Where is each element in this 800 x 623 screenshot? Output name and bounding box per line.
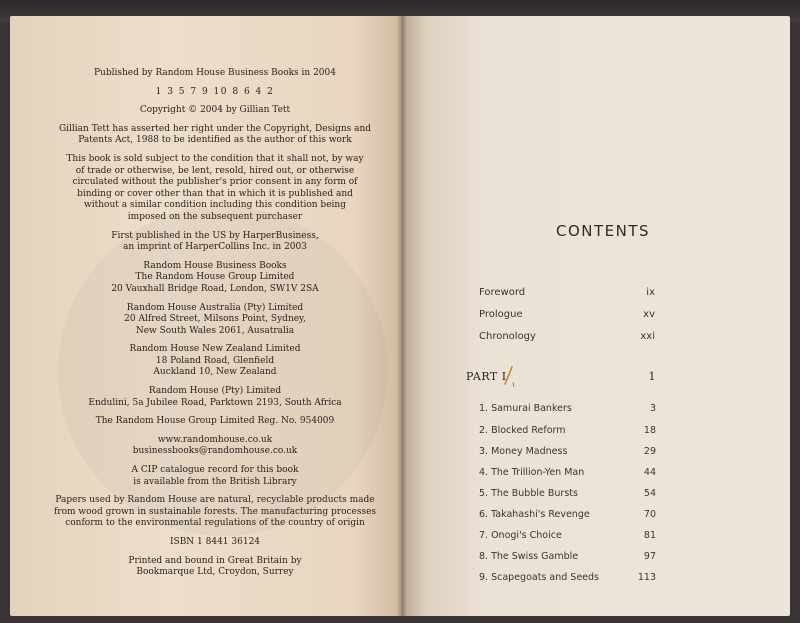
condition-line: This book is sold subject to the condition that it shall not, by way xyxy=(66,153,364,164)
chapter-title: 5. The Bubble Bursts xyxy=(479,488,578,499)
copyright-line: Copyright © 2004 by Gillian Tett xyxy=(139,105,291,116)
toc-entry-foreword xyxy=(479,287,655,298)
chapter-title: 1. Samurai Bankers xyxy=(479,403,572,414)
chapter-page: 3 xyxy=(649,403,656,414)
chapter-page: 44 xyxy=(643,467,656,478)
first-published-line: an imprint of HarperCollins Inc. in 2003 xyxy=(123,242,307,253)
toc-chapter xyxy=(479,403,656,414)
toc-entry-chronology xyxy=(479,331,655,342)
chapter-page: 81 xyxy=(643,530,656,541)
rights-statement xyxy=(50,124,380,147)
paper-line: Papers used by Random House are natural, recyclable products made xyxy=(55,495,375,506)
web-contacts xyxy=(50,435,380,458)
registration-number: The Random House Group Limited Reg. No. 954009 xyxy=(95,416,335,427)
sale-condition xyxy=(50,154,380,224)
address-line: 20 Alfred Street, Milsons Point, Sydney, xyxy=(124,314,306,325)
printer-info xyxy=(50,556,380,579)
toc-chapter xyxy=(479,530,656,541)
toc-chapter xyxy=(479,446,656,457)
address-line: Random House New Zealand Limited xyxy=(129,344,301,355)
toc-chapter xyxy=(479,572,656,583)
chapter-title: 8. The Swiss Gamble xyxy=(479,551,579,562)
paper-line: from wood grown in sustainable forests. The manufacturing processes xyxy=(53,506,377,517)
address-line: Random House (Pty) Limited xyxy=(148,386,282,397)
condition-line: binding or cover other than that in which it is published and xyxy=(77,188,353,199)
chapter-title: 3. Money Madness xyxy=(479,446,568,457)
address-new-zealand xyxy=(50,344,380,379)
condition-line: without a similar condition including this condition being xyxy=(84,200,346,211)
toc-chapter xyxy=(479,509,656,520)
part-page: 1 xyxy=(648,370,656,383)
pen-mark xyxy=(503,364,517,388)
toc-chapter xyxy=(479,551,656,562)
toc-entry-page: xv xyxy=(643,309,655,320)
rights-line: Gillian Tett has asserted her right under the Copyright, Designs and xyxy=(58,123,372,134)
printer-line: Bookmarque Ltd, Croydon, Surrey xyxy=(136,567,294,578)
isbn: ISBN 1 8441 36124 xyxy=(169,537,261,547)
rights-line: Patents Act, 1988 to be identified as the author of this work xyxy=(78,135,352,146)
address-line: 20 Vauxhall Bridge Road, London, SW1V 2SA xyxy=(111,283,319,294)
condition-line: circulated without the publisher's prior consent in any form of xyxy=(72,177,358,188)
toc-entry-prologue xyxy=(479,309,655,320)
toc-entry-label: Prologue xyxy=(479,309,523,320)
paper-line: conform to the environmental regulations of the country of origin xyxy=(65,518,365,529)
toc-chapter xyxy=(479,488,656,499)
condition-line: of trade or otherwise, be lent, resold, hired out, or otherwise xyxy=(75,165,355,176)
chapter-title: 2. Blocked Reform xyxy=(479,425,566,436)
toc-entry-label: Foreword xyxy=(479,287,526,298)
address-line: New South Wales 2061, Ausatralia xyxy=(135,325,295,336)
address-line: Auckland 10, New Zealand xyxy=(153,367,277,378)
toc-chapter xyxy=(479,425,656,436)
chapter-title: 6. Takahashi's Revenge xyxy=(479,509,590,520)
part-label: PART I xyxy=(466,370,507,383)
cip-line: is available from the British Library xyxy=(133,476,297,487)
address-line: Random House Business Books xyxy=(143,260,287,271)
toc-entry-label: Chronology xyxy=(479,331,536,342)
toc-part-heading xyxy=(466,370,656,383)
chapter-page: 18 xyxy=(643,425,656,436)
cip-record xyxy=(50,465,380,488)
contents-heading: CONTENTS xyxy=(556,222,651,240)
address-australia xyxy=(50,303,380,338)
paper-statement xyxy=(50,495,380,530)
email-address: businessbooks@randomhouse.co.uk xyxy=(132,446,298,457)
address-line: The Random House Group Limited xyxy=(135,272,295,283)
toc-chapter xyxy=(479,467,656,478)
condition-line: imposed on the subsequent purchaser xyxy=(127,211,303,222)
first-published-line: First published in the US by HarperBusiness, xyxy=(111,230,319,241)
cip-line: A CIP catalogue record for this book xyxy=(131,465,299,476)
publisher-line: Published by Random House Business Books in 2004 xyxy=(94,68,336,78)
chapter-title: 4. The Trillion-Yen Man xyxy=(479,467,585,478)
website: www.randomhouse.co.uk xyxy=(157,434,273,445)
chapter-page: 29 xyxy=(643,446,656,457)
chapter-page: 70 xyxy=(643,509,656,520)
chapter-page: 97 xyxy=(643,551,656,562)
address-line: 18 Poland Road, Glenfield xyxy=(155,355,275,366)
chapter-page: 54 xyxy=(643,488,656,499)
toc-entry-page: ix xyxy=(646,287,655,298)
copyright-page xyxy=(50,68,380,586)
chapter-title: 9. Scapegoats and Seeds xyxy=(479,572,599,583)
printing-numbers: 1 3 5 7 9 10 8 6 4 2 xyxy=(155,86,275,97)
address-line: Endulini, 5a Jubilee Road, Parktown 2193, South Africa xyxy=(88,397,342,408)
chapter-page: 113 xyxy=(637,572,656,583)
chapter-title: 7. Onogi's Choice xyxy=(479,530,562,541)
printer-line: Printed and bound in Great Britain by xyxy=(128,555,302,566)
address-line: Random House Australia (Pty) Limited xyxy=(126,302,304,313)
address-uk xyxy=(50,261,380,296)
book-gutter xyxy=(397,16,407,616)
first-published xyxy=(50,231,380,254)
address-south-africa xyxy=(50,386,380,409)
toc-entry-page: xxi xyxy=(640,331,655,342)
